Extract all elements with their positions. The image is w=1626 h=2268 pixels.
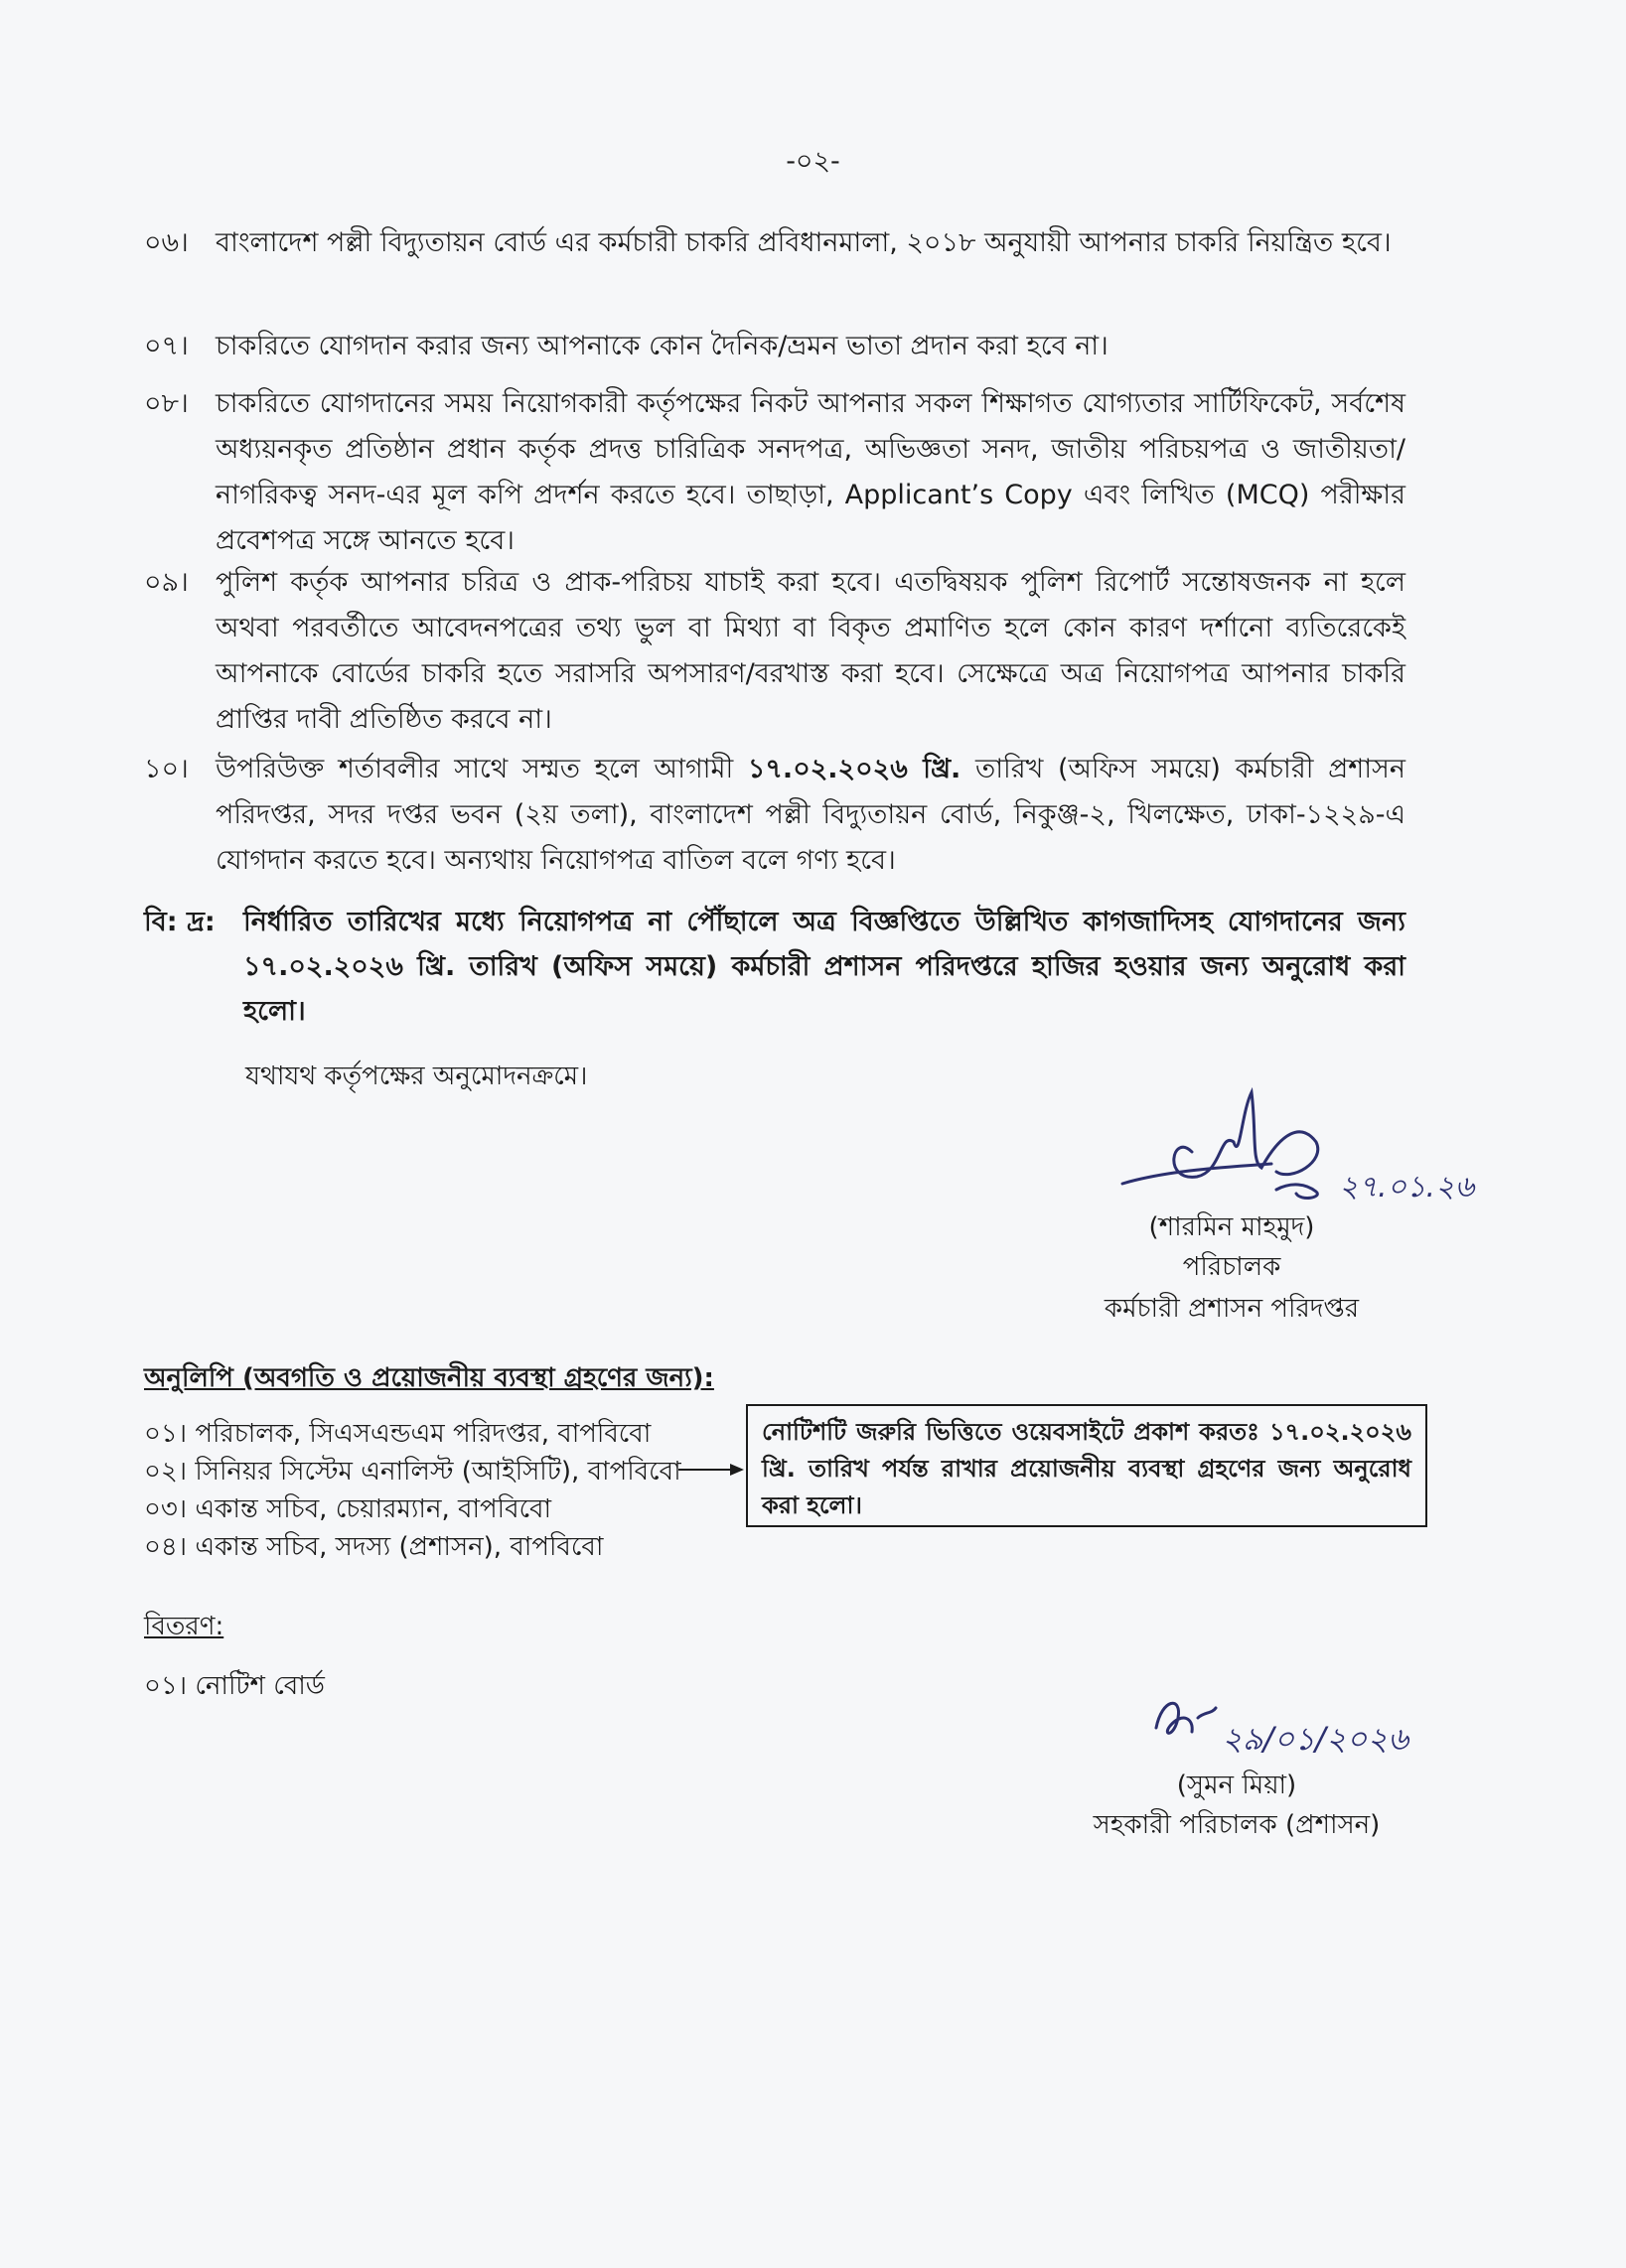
note-text: নির্ধারিত তারিখের মধ্যে নিয়োগপত্র না পৌঁছালে অত্র বিজ্ঞপ্তিতে উল্লিখিত কাগজাদিসহ যোগদানের জন্য ১৭.০২.২০২৬ খ্রি. তারিখ (অফিস সময়ে) কর্মচারী প্রশাসন পরিদপ্তরে হাজির হওয়ার জন্য অনুরোধ করা হলো। (243, 907, 1405, 1027)
item-text-pre: উপরিউক্ত শর্তাবলীর সাথে সম্মত হলে আগামী (216, 754, 748, 784)
item-text (216, 747, 1405, 884)
item-text: চাকরিতে যোগদান করার জন্য আপনাকে কোন দৈনিক/ভ্রমন ভাতা প্রদান করা হবে না। (216, 331, 1109, 361)
item-number: ০৭। (144, 331, 189, 361)
signatory-title: পরিচালক (1182, 1252, 1281, 1282)
copy-item: ০৩। একান্ত সচিব, চেয়ারম্যান, বাপবিবো (144, 1494, 552, 1524)
list-item (144, 220, 1405, 266)
signature-sharmin (1103, 1072, 1480, 1221)
list-item (144, 381, 1405, 564)
signatory-name: (শারমিন মাহমুদ) (1148, 1212, 1315, 1242)
item-number: ০৬। (144, 227, 189, 258)
item-text-post: তারিখ (অফিস সময়ে) কর্মচারী প্রশাসন পরিদপ্তর, সদর দপ্তর ভবন (২য় তলা), বাংলাদেশ পল্লী বিদ্যুতায়ন বোর্ড, নিকুঞ্জ-২, খিলক্ষেত, ঢাকা-১২২৯-এ যোগদান করতে হবে। অন্যথায় নিয়োগপত্র বাতিল বলে গণ্য হবে। (216, 754, 1406, 876)
list-item (144, 324, 1405, 369)
copy-item: ০৪। একান্ত সচিব, সদস্য (প্রশাসন), বাপবিবো (144, 1532, 604, 1562)
distribution-item: ০১। নোটিশ বোর্ড (144, 1671, 325, 1701)
page-number: -০২- (786, 146, 840, 177)
arrow-right-icon (678, 1460, 744, 1480)
signature-date-handwritten: ২৭.০১.২৬ (1339, 1170, 1475, 1205)
copy-item: ০১। পরিচালক, সিএসএন্ডএম পরিদপ্তর, বাপবিবো (144, 1419, 652, 1449)
item-text: পুলিশ কর্তৃক আপনার চরিত্র ও প্রাক-পরিচয় যাচাই করা হবে। এতদ্বিষয়ক পুলিশ রিপোর্ট সন্তোষজনক না হলে অথবা পরবর্তীতে আবেদনপত্রের তথ্য ভুল বা মিথ্যা বা বিকৃত প্রমাণিত হলে কোন কারণ দর্শানো ব্যতিরেকেই আপনাকে বোর্ডের চাকরি হতে সরাসরি অপসারণ/বরখাস্ত করা হবে। সেক্ষেত্রে অত্র নিয়োগপত্র আপনার চাকরি প্রাপ্তির দাবী প্রতিষ্ঠিত করবে না। (216, 567, 1405, 735)
signature-suman (1142, 1688, 1440, 1768)
item-text: বাংলাদেশ পল্লী বিদ্যুতায়ন বোর্ড এর কর্মচারী চাকরি প্রবিধানমালা, ২০১৮ অনুযায়ী আপনার চাকরি নিয়ন্ত্রিত হবে। (216, 227, 1392, 258)
list-item (144, 560, 1405, 743)
note-block (144, 900, 1405, 1034)
copy-item: ০২। সিনিয়র সিস্টেম এনালিস্ট (আইসিটি), বাপবিবো (144, 1457, 681, 1487)
note-label: বি: দ্র: (144, 907, 216, 937)
signatory2-title: সহকারী পরিচালক (প্রশাসন) (1093, 1810, 1381, 1840)
joining-date: ১৭.০২.২০২৬ খ্রি. (747, 754, 961, 784)
signatory2-name: (সুমন মিয়া) (1176, 1771, 1297, 1800)
approval-text: যথাযথ কর্তৃপক্ষের অনুমোদনক্রমে। (245, 1062, 588, 1091)
signatory-department: কর্মচারী প্রশাসন পরিদপ্তর (1104, 1294, 1360, 1324)
item-number: ১০। (144, 754, 189, 784)
signature-date-handwritten: ২৯/০১/২০২৬ (1222, 1720, 1408, 1758)
list-item-10 (144, 747, 1405, 884)
item-text: চাকরিতে যোগদানের সময় নিয়োগকারী কর্তৃপক্ষের নিকট আপনার সকল শিক্ষাগত যোগ্যতার সার্টিফিকেট, সর্বশেষ অধ্যয়নকৃত প্রতিষ্ঠান প্রধান কর্তৃক প্রদত্ত চারিত্রিক সনদপত্র, অভিজ্ঞতা সনদ, জাতীয় পরিচয়পত্র ও জাতীয়তা/নাগরিকত্ব সনদ-এর মূল কপি প্রদর্শন করতে হবে। তাছাড়া, Applicant’s Copy এবং লিখিত (MCQ) পরীক্ষার প্রবেশপত্র সঙ্গে আনতে হবে। (216, 388, 1405, 556)
item-number: ০৮। (144, 388, 189, 419)
website-notice-box: নোটিশটি জরুরি ভিত্তিতে ওয়েবসাইটে প্রকাশ করতঃ ১৭.০২.২০২৬ খ্রি. তারিখ পর্যন্ত রাখার প্রয়োজনীয় ব্যবস্থা গ্রহণের জন্য অনুরোধ করা হলো। (746, 1404, 1427, 1527)
copies-heading: অনুলিপি (অবগতি ও প্রয়োজনীয় ব্যবস্থা গ্রহণের জন্য): (144, 1363, 714, 1393)
distribution-heading: বিতরণ: (144, 1612, 224, 1641)
item-number: ০৯। (144, 567, 189, 598)
